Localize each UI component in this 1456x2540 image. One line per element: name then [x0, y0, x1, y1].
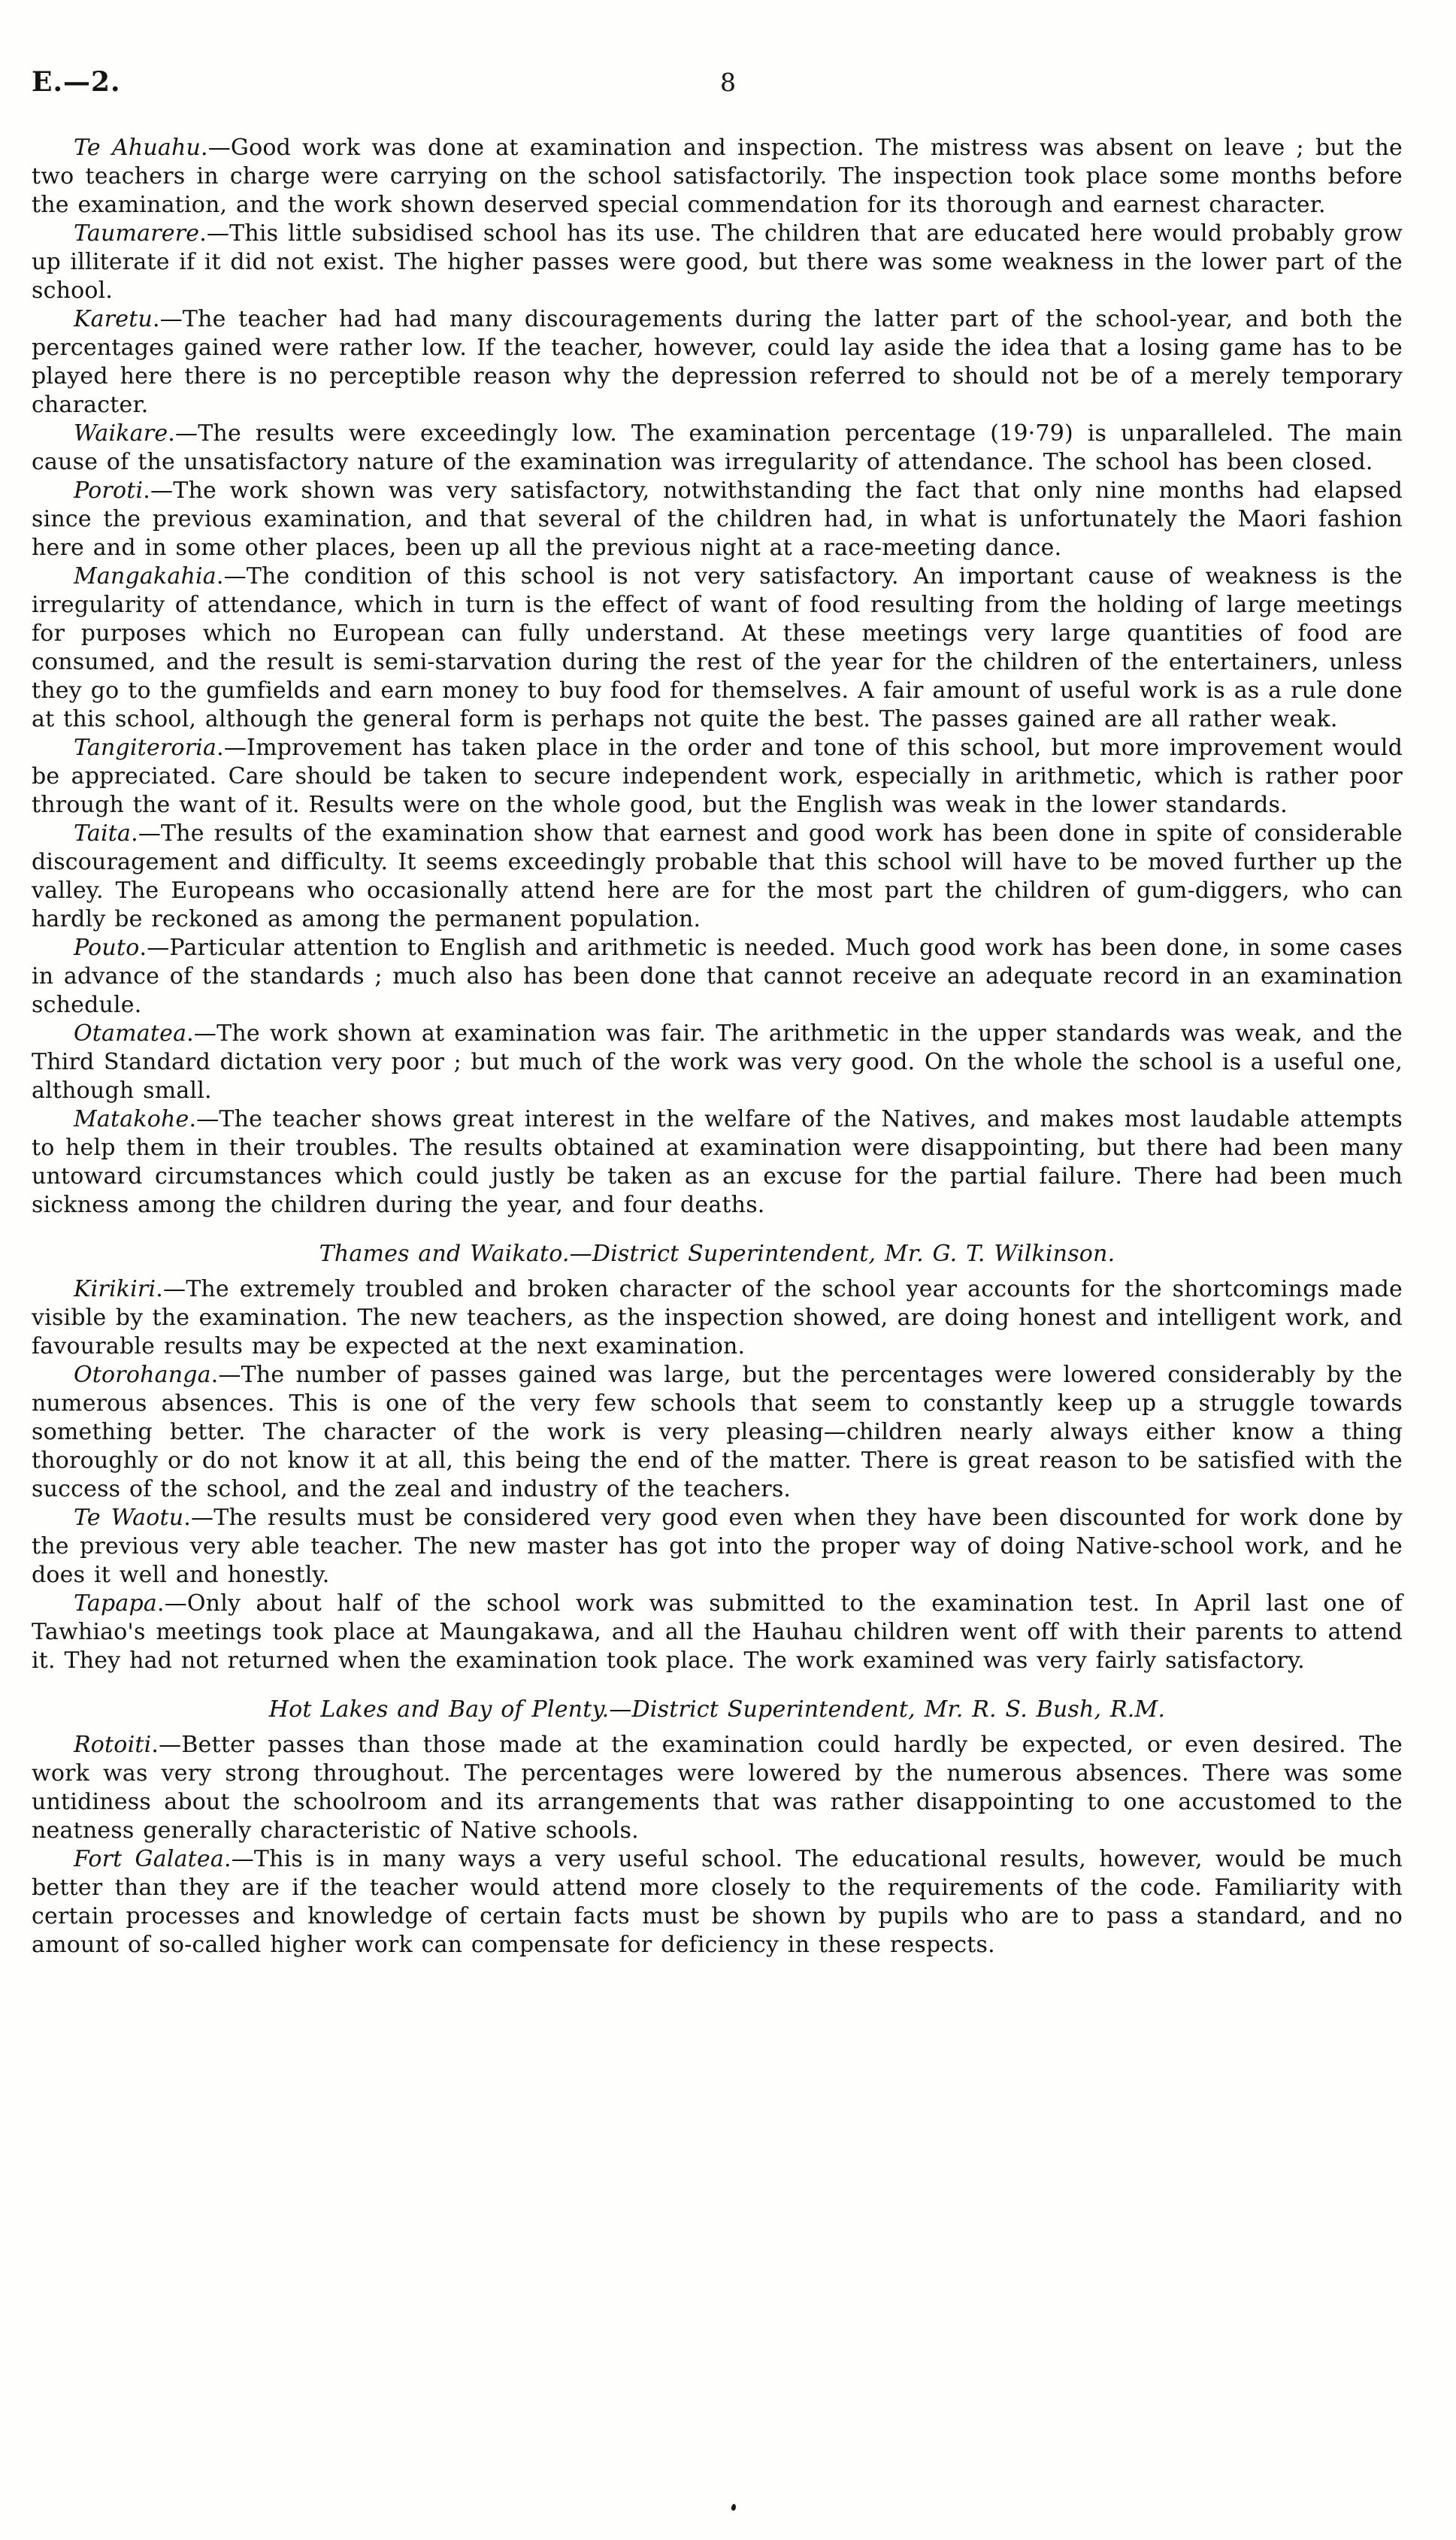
- entry-text: .—The condition of this school is not very satisfactory. An important cause of weakness is the irregularity of attendance, which in turn is the effect of want of food resulting from the holding of large meetings for purposes which no European can fully understand. At these meetings very large quantities of food are consumed, and the result is semi-starvation during the rest of the year for the children of the entertainers, unless they go to the gumfields and earn money to buy food for themselves. A fair amount of useful work is as a rule done at this school, although the general form is perhaps not quite the best. The passes gained are all rather weak.: [32, 563, 1403, 732]
- ink-speck: [731, 2503, 737, 2511]
- entry-text: .—The teacher had had many discouragements during the latter part of the school-year, and both the percentages gained were rather low. If the teacher, however, could lay aside the idea that a losing game has to be played here there is no perceptible reason why the depression referred to should not be of a merely temporary character.: [32, 306, 1403, 418]
- entry-text: .—This is in many ways a very useful school. The educational results, however, would be much better than they are if the teacher would attend more closely to the requirements of the code. Familiarity with certain processes and knowledge of certain facts must be shown by pupils who are to pass a standard, and no amount of so-called higher work can compensate for deficiency in these respects.: [32, 1846, 1403, 1958]
- school-name: Te Waotu: [74, 1505, 184, 1531]
- entry-text: .—The work shown was very satisfactory, notwithstanding the fact that only nine months had elapsed since the previous examination, and that several of the children had, in what is unfortunately the Maori fashion here and in some other places, been up all the previous night at a race-meeting dance.: [32, 477, 1403, 561]
- entry-text: .—This little subsidised school has its use. The children that are educated here would probably grow up illiterate if it did not exist. The higher passes were good, but there was some weakness in the lower part of the school.: [32, 220, 1403, 304]
- entry-text: .—Only about half of the school work was submitted to the examination test. In April last one of Tawhiao's meetings took place at Maungakawa, and all the Hauhau children went off with their parents to attend it. They had not returned when the examination took place. The work examined was very fairly satisfactory.: [32, 1590, 1403, 1674]
- school-entry: [32, 1504, 1403, 1590]
- school-entry: [32, 1275, 1403, 1361]
- page-number: 8: [720, 68, 736, 97]
- school-name: Te Ahuahu: [74, 135, 201, 161]
- entry-text: .—The results were exceedingly low. The examination percentage (19·79) is unparalleled. The main cause of the unsatisfactory nature of the examination was irregularity of attendance. The school has been closed.: [32, 420, 1403, 475]
- school-name: Tangiteroria: [74, 735, 217, 761]
- school-entry: [32, 820, 1403, 934]
- school-name: Matakohe: [74, 1106, 189, 1132]
- school-entry: [32, 420, 1403, 477]
- entry-text: .—The results must be considered very good even when they have been discounted for work done by the previous very able teacher. The new master has got into the proper way of doing Native-school work, and he does it well and honestly.: [32, 1505, 1403, 1588]
- section-heading: Hot Lakes and Bay of Plenty.—District Superintendent, Mr. R. S. Bush, R.M.: [268, 1696, 1166, 1723]
- report-body: [32, 134, 1403, 1960]
- school-entry: [32, 1845, 1403, 1960]
- school-entry: [32, 1020, 1403, 1105]
- school-entry: [32, 134, 1403, 220]
- school-name: Otorohanga: [74, 1362, 211, 1388]
- school-entry: [32, 562, 1403, 734]
- school-entry: [32, 1105, 1403, 1220]
- entry-text: .—Better passes than those made at the examination could hardly be expected, or even desired. The work was very strong throughout. The percentages were lowered by the numerous absences. There was some untidiness about the schoolroom and its arrangements that was rather disappointing to one accustomed to the neatness generally characteristic of Native schools.: [32, 1732, 1403, 1844]
- school-entry: [32, 1731, 1403, 1845]
- entry-text: .—Good work was done at examination and inspection. The mistress was absent on leave ; but the two teachers in charge were carrying on the school satisfactorily. The inspection took place some months before the examination, and the work shown deserved special commendation for its thorough and earnest character.: [32, 135, 1403, 218]
- school-name: Karetu: [74, 306, 153, 332]
- school-entry: [32, 934, 1403, 1020]
- school-entry: [32, 477, 1403, 562]
- school-name: Taita: [74, 820, 132, 847]
- entry-text: .—The work shown at examination was fair. The arithmetic in the upper standards was weak, and the Third Standard dictation very poor ; but much of the work was very good. On the whole the school is a useful one, although small.: [32, 1020, 1403, 1104]
- school-name: Taumarere: [74, 220, 200, 247]
- school-name: Tapapa: [74, 1590, 157, 1617]
- entry-text: .—The number of passes gained was large, but the percentages were lowered considerably by the numerous absences. This is one of the very few schools that seem to constantly keep up a struggle towards something better. The character of the work is very pleasing—children nearly always either know a thing thoroughly or do not know it at all, this being the end of the matter. There is great reason to be satisfied with the success of the school, and the zeal and industry of the teachers.: [32, 1362, 1403, 1502]
- report-code: E.—2.: [32, 66, 121, 98]
- entry-text: .—The extremely troubled and broken character of the school year accounts for the shortcomings made visible by the examination. The new teachers, as the inspection showed, are doing honest and intelligent work, and favourable results may be expected at the next examination.: [32, 1276, 1403, 1359]
- page-header: [32, 66, 1424, 102]
- school-entry: [32, 734, 1403, 820]
- school-entry: [32, 1361, 1403, 1504]
- section-heading: Thames and Waikato.—District Superintendent, Mr. G. T. Wilkinson.: [319, 1241, 1115, 1267]
- school-name: Pouto: [74, 935, 140, 961]
- entry-text: .—Particular attention to English and arithmetic is needed. Much good work has been done, in some cases in advance of the standards ; much also has been done that cannot receive an adequate record in an examination schedule.: [32, 935, 1403, 1018]
- school-name: Rotoiti: [74, 1732, 152, 1758]
- school-entry: [32, 1590, 1403, 1675]
- school-name: Poroti: [74, 477, 144, 504]
- entry-text: .—The teacher shows great interest in the welfare of the Natives, and makes most laudable attempts to help them in their troubles. The results obtained at examination were disappointing, but there had been many untoward circumstances which could justly be taken as an excuse for the partial failure. There had been much sickness among the children during the year, and four deaths.: [32, 1106, 1403, 1218]
- school-name: Kirikiri: [74, 1276, 156, 1302]
- school-name: Waikare: [74, 420, 168, 447]
- entry-text: .—The results of the examination show that earnest and good work has been done in spite of considerable discouragement and difficulty. It seems exceedingly probable that this school will have to be moved further up the valley. The Europeans who occasionally attend here are for the most part the children of gum-diggers, who can hardly be reckoned as among the permanent population.: [32, 820, 1403, 932]
- school-name: Otamatea: [74, 1020, 187, 1047]
- school-entry: [32, 305, 1403, 420]
- school-name: Fort Galatea: [74, 1846, 224, 1872]
- entry-text: .—Improvement has taken place in the order and tone of this school, but more improvement would be appreciated. Care should be taken to secure independent work, especially in arithmetic, which is rather poor through the want of it. Results were on the whole good, but the English was weak in the lower standards.: [32, 735, 1403, 818]
- school-name: Mangakahia: [74, 563, 216, 590]
- school-entry: [32, 220, 1403, 305]
